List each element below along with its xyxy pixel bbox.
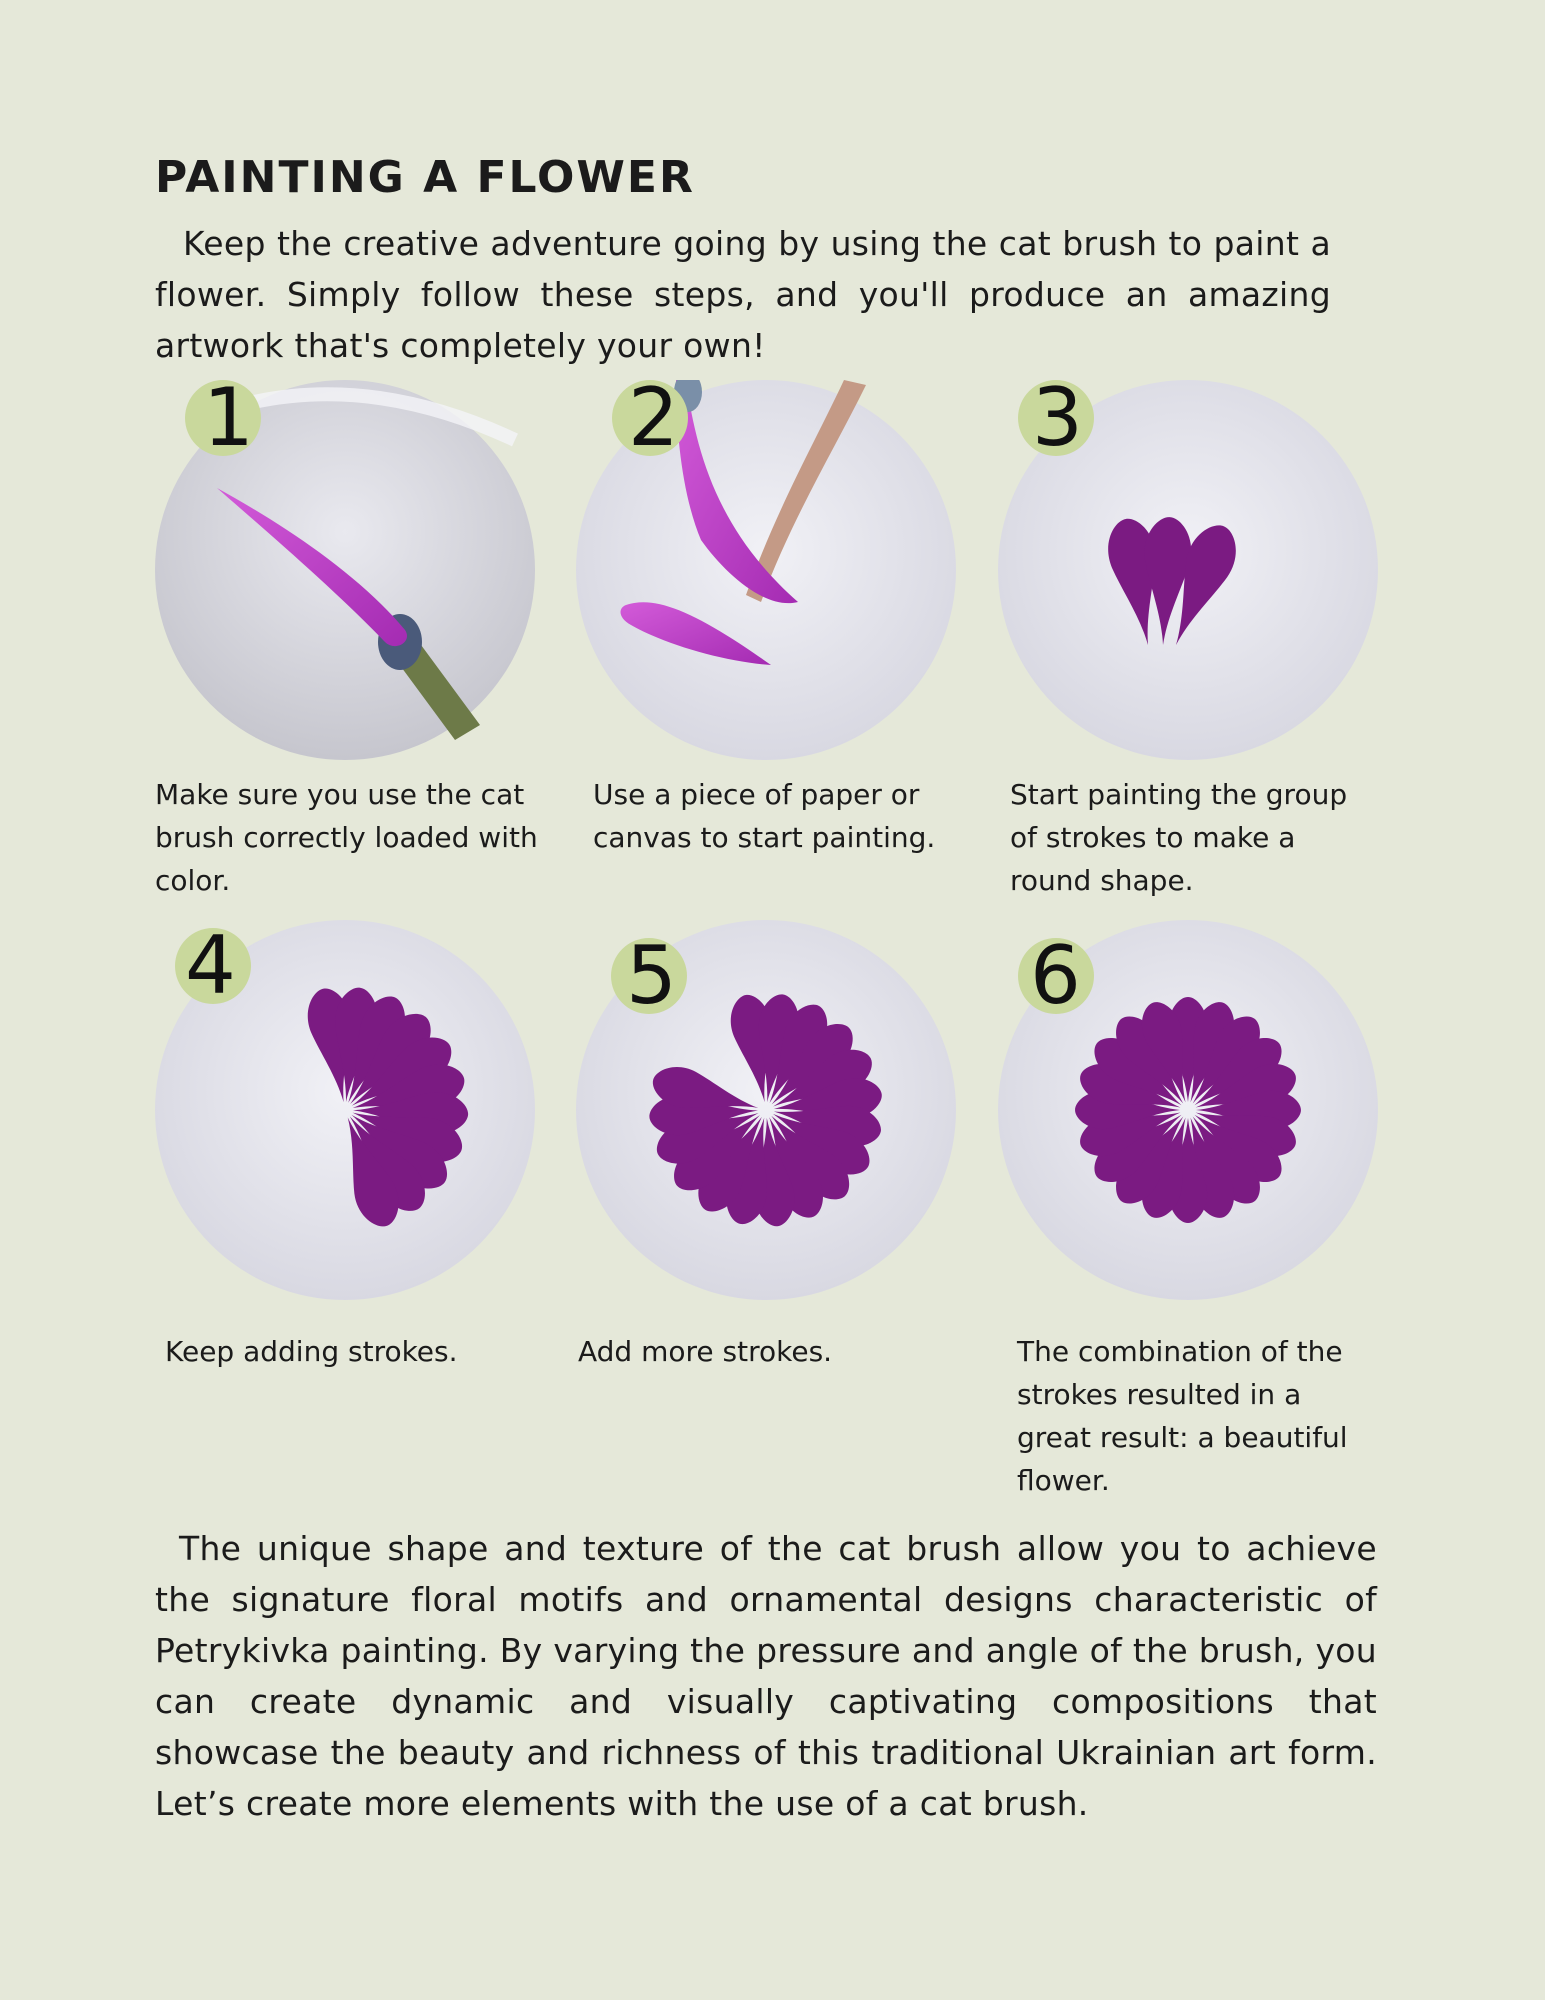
step-1-caption: Make sure you use the cat brush correctly loaded with color. <box>155 778 538 897</box>
intro-paragraph: Keep the creative adventure going by using the cat brush to paint a flower. Simply follow these steps, and you'll produce an amazing artwork that's completely your own! <box>155 224 1331 365</box>
outro-paragraph: The unique shape and texture of the cat brush allow you to achieve the signature floral motifs and ornamental designs characteristic of Petrykivka painting. By varying the pressure and angle of the brush, you can create dynamic and visually captivating compositions that showcase the beauty and richness of this traditional Ukrainian art form. Let’s create more elements with the use of a cat brush. <box>155 1529 1377 1823</box>
step-5-number: 5 <box>626 929 677 1022</box>
step-3-caption: Start painting the group of strokes to make a round shape. <box>1010 778 1348 897</box>
page-title: PAINTING A FLOWER <box>155 152 695 203</box>
step-2-caption: Use a piece of paper or canvas to start painting. <box>593 778 936 854</box>
step-1-number: 1 <box>203 371 254 464</box>
step-4-number: 4 <box>185 919 236 1012</box>
step-6-caption: The combination of the strokes resulted in a great result: a beautiful flower. <box>1017 1335 1348 1497</box>
step-6-number: 6 <box>1030 929 1081 1022</box>
step-2-number: 2 <box>628 371 679 464</box>
step-4-caption: Keep adding strokes. <box>165 1335 458 1368</box>
step-5-caption: Add more strokes. <box>578 1335 833 1368</box>
step-3-number: 3 <box>1032 371 1083 464</box>
